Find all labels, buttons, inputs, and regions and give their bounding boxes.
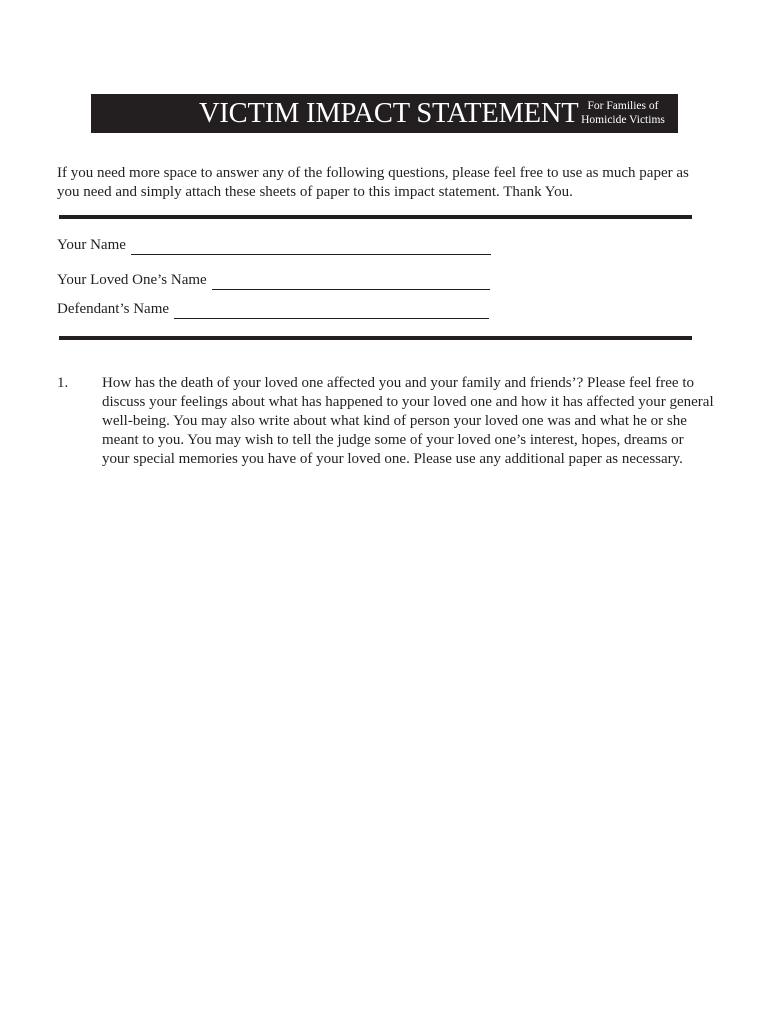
your-name-blank[interactable]: [131, 239, 491, 255]
header-subtitle: [577, 99, 669, 127]
defendant-name-field: [57, 300, 489, 319]
page-title: VICTIM IMPACT STATEMENT: [199, 98, 579, 129]
your-name-field: [57, 236, 491, 255]
loved-one-name-field: [57, 271, 490, 290]
bottom-divider: [59, 336, 692, 340]
intro-paragraph: If you need more space to answer any of the following questions, please feel free to use as much paper as you need and simply attach these sheets of paper to this impact statement. Thank You.: [57, 165, 689, 200]
header-subtitle-line-2: Homicide Victims: [581, 114, 665, 126]
loved-one-name-label: Your Loved One’s Name: [57, 272, 207, 288]
header-subtitle-line-1: For Families of: [587, 100, 659, 112]
defendant-name-label: Defendant’s Name: [57, 301, 170, 317]
your-name-label: Your Name: [57, 237, 126, 253]
question-text: How has the death of your loved one affected you and your family and friends’? Please feel free to discuss your feelings about what has happened to your loved one and how it has affected your general well-being. You may also write about what kind of person your loved one was and what he or she meant to you. You may wish to tell the judge some of your loved one’s interest, hopes, dreams or your special memories you have of your loved one. Please use any additional paper as necessary.: [102, 375, 714, 467]
top-divider: [59, 215, 692, 219]
defendant-name-blank[interactable]: [174, 303, 489, 319]
loved-one-name-blank[interactable]: [212, 274, 490, 290]
question-number: 1.: [57, 375, 69, 391]
header-banner: [91, 94, 678, 133]
